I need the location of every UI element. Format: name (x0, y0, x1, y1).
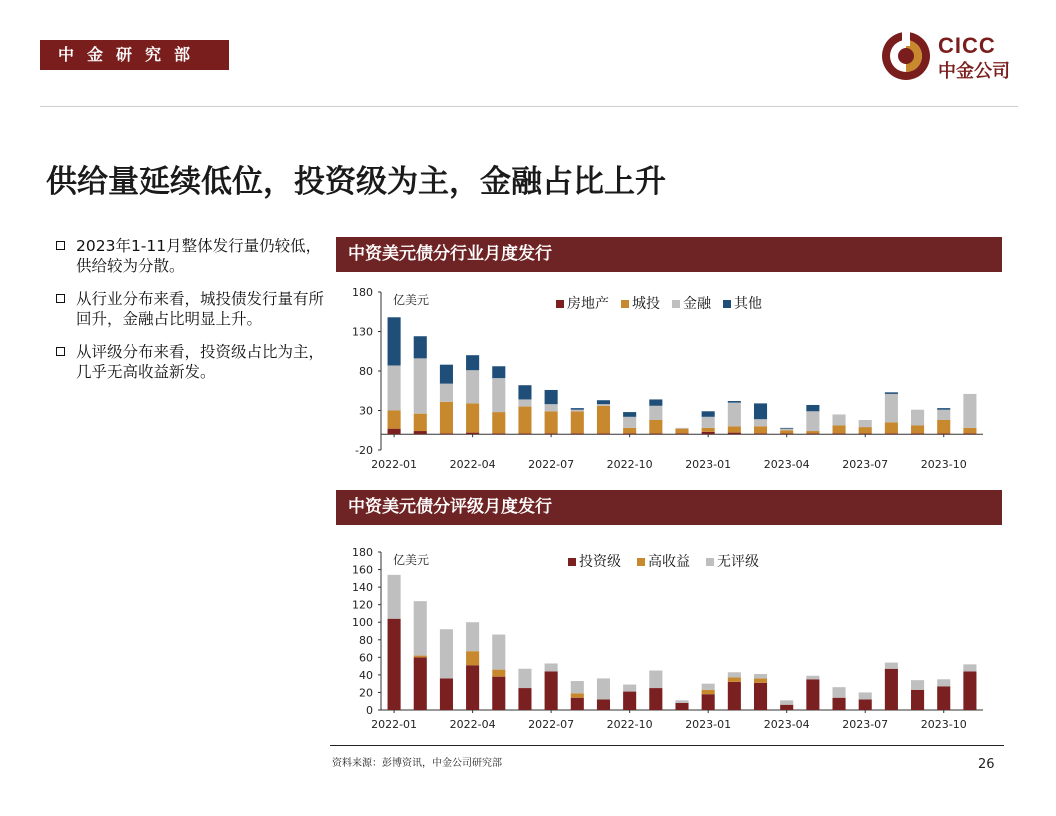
bar-segment (859, 433, 872, 434)
bar-segment (754, 403, 767, 419)
bar-segment (492, 677, 505, 710)
bar-segment (911, 433, 924, 434)
page-number: 26 (978, 757, 995, 772)
bar-segment (414, 431, 427, 434)
x-tick-label: 2023-04 (763, 458, 810, 471)
bar-segment (702, 694, 715, 710)
bar-segment (963, 428, 976, 434)
bar-segment (806, 679, 819, 710)
x-tick-label: 2023-07 (842, 718, 889, 731)
bar-segment (780, 705, 793, 710)
x-tick-label: 2022-10 (606, 718, 653, 731)
bar-segment (623, 692, 636, 710)
legend-swatch (637, 558, 645, 566)
bar-segment (885, 392, 898, 394)
bar-segment (414, 656, 427, 658)
legend-label: 其他 (734, 296, 762, 312)
y-axis-unit: 亿美元 (393, 553, 430, 567)
legend-swatch (706, 558, 714, 566)
bar-segment (702, 428, 715, 432)
bar-segment (675, 429, 688, 434)
bullet-text: 2023年1-11月整体发行量仍较低，供给较为分散。 (76, 237, 322, 275)
bar-segment (754, 419, 767, 426)
y-tick-label: 140 (352, 581, 373, 595)
cicc-logo (880, 30, 1030, 82)
bar-segment (885, 422, 898, 433)
bar-segment (597, 433, 610, 434)
bullet-item (56, 342, 332, 382)
bar-segment (571, 411, 584, 433)
bar-segment (492, 366, 505, 378)
bar-segment (937, 433, 950, 434)
x-tick-label: 2022-07 (528, 458, 575, 471)
bar-segment (649, 399, 662, 405)
bar-segment (545, 433, 558, 434)
bar-segment (833, 687, 846, 698)
bar-segment (859, 427, 872, 433)
x-tick-label: 2023-07 (842, 458, 889, 471)
y-tick-label: 0 (366, 704, 373, 717)
industry-chart-title: 中资美元债分行业月度发行 (336, 237, 1002, 272)
bar-segment (571, 433, 584, 434)
y-tick-label: 60 (359, 651, 373, 665)
bar-segment (414, 358, 427, 413)
bar-segment (414, 336, 427, 358)
footer-divider (330, 745, 1004, 746)
bar-segment (518, 407, 531, 434)
bar-segment (388, 429, 401, 435)
bar-segment (518, 399, 531, 406)
x-tick-label: 2023-01 (685, 718, 732, 731)
bar-segment (885, 394, 898, 422)
bar-segment (440, 433, 453, 434)
bar-segment (859, 699, 872, 710)
bar-segment (440, 365, 453, 384)
bar-segment (466, 665, 479, 710)
bar-segment (833, 414, 846, 425)
y-tick-label: -20 (355, 444, 373, 457)
rating-issuance-chart (336, 540, 1002, 740)
bar-segment (937, 408, 950, 410)
legend-label: 无评级 (717, 554, 759, 570)
logo-en: CICC (938, 33, 996, 58)
legend-swatch (621, 300, 629, 308)
bar-segment (597, 404, 610, 406)
bar-segment (545, 663, 558, 671)
bar-segment (414, 601, 427, 655)
x-tick-label: 2022-04 (449, 458, 496, 471)
bullet-item (56, 289, 332, 329)
bar-segment (937, 686, 950, 710)
bar-segment (885, 669, 898, 710)
bar-segment (649, 671, 662, 689)
bar-segment (702, 417, 715, 428)
bar-segment (675, 428, 688, 429)
bar-segment (702, 432, 715, 434)
bar-segment (518, 688, 531, 710)
page-title: 供给量延续低位，投资级为主，金融占比上升 (46, 164, 666, 200)
bar-segment (466, 355, 479, 370)
header-divider (40, 106, 1018, 107)
legend-label: 金融 (683, 296, 711, 312)
bullet-text: 从评级分布来看，投资级占比为主，几乎无高收益新发。 (76, 343, 325, 381)
bullet-list (56, 236, 332, 395)
bar-segment (649, 406, 662, 420)
bar-segment (911, 690, 924, 710)
bar-segment (388, 365, 401, 410)
bar-segment (728, 672, 741, 677)
bar-segment (466, 433, 479, 435)
bar-segment (885, 433, 898, 434)
x-tick-label: 2022-10 (606, 458, 653, 471)
x-tick-label: 2022-01 (371, 718, 418, 731)
bar-segment (492, 412, 505, 433)
rating-chart-title: 中资美元债分评级月度发行 (336, 490, 1002, 525)
x-tick-label: 2023-10 (920, 458, 967, 471)
bar-segment (388, 619, 401, 710)
bar-segment (440, 629, 453, 678)
bar-segment (545, 390, 558, 404)
legend-label: 城投 (632, 296, 660, 312)
bar-segment (571, 408, 584, 410)
legend-swatch (723, 300, 731, 308)
bar-segment (675, 433, 688, 434)
bar-segment (518, 433, 531, 434)
bar-segment (597, 406, 610, 434)
bar-segment (780, 428, 793, 429)
bar-segment (833, 433, 846, 434)
bar-segment (466, 651, 479, 665)
square-bullet-icon (56, 347, 65, 356)
bar-segment (806, 405, 819, 411)
bar-segment (623, 412, 636, 417)
bar-segment (963, 664, 976, 671)
bar-segment (963, 671, 976, 710)
y-tick-label: 40 (359, 668, 373, 682)
bar-segment (597, 678, 610, 699)
bar-segment (911, 410, 924, 426)
bar-segment (649, 688, 662, 710)
bar-segment (571, 410, 584, 412)
y-tick-label: 180 (352, 546, 373, 559)
legend-label: 房地产 (567, 296, 609, 312)
x-tick-label: 2023-01 (685, 458, 732, 471)
bar-segment (440, 384, 453, 402)
bar-segment (728, 433, 741, 435)
bar-segment (885, 663, 898, 669)
bar-segment (728, 403, 741, 427)
bar-segment (545, 404, 558, 411)
bar-segment (623, 417, 636, 428)
bar-segment (728, 401, 741, 403)
y-axis-unit: 亿美元 (393, 293, 430, 307)
bar-segment (806, 431, 819, 433)
bar-segment (963, 433, 976, 434)
bar-segment (702, 411, 715, 417)
legend-label: 投资级 (579, 554, 621, 570)
y-tick-label: 160 (352, 563, 373, 577)
bar-segment (571, 698, 584, 710)
bar-segment (937, 410, 950, 420)
bar-segment (754, 433, 767, 434)
bar-segment (754, 674, 767, 678)
legend-swatch (672, 300, 680, 308)
bar-segment (859, 692, 872, 699)
industry-issuance-chart (336, 280, 1002, 480)
bar-segment (754, 678, 767, 682)
bar-segment (623, 433, 636, 434)
bar-segment (388, 411, 401, 429)
bar-segment (597, 699, 610, 710)
bar-segment (675, 703, 688, 710)
bar-segment (545, 671, 558, 710)
source-note: 资料来源：彭博资讯，中金公司研究部 (332, 758, 502, 769)
legend-label: 高收益 (648, 554, 690, 570)
bar-segment (440, 678, 453, 710)
bar-segment (597, 400, 610, 404)
y-tick-label: 100 (352, 616, 373, 630)
y-tick-label: 180 (352, 286, 373, 299)
y-tick-label: 130 (352, 325, 373, 339)
bar-segment (806, 433, 819, 434)
bar-segment (806, 676, 819, 680)
bar-segment (388, 317, 401, 365)
bar-segment (623, 685, 636, 692)
bar-segment (754, 683, 767, 710)
bar-segment (388, 575, 401, 619)
square-bullet-icon (56, 241, 65, 250)
bar-segment (649, 433, 662, 434)
cicc-logo-icon (880, 30, 932, 82)
x-tick-label: 2022-07 (528, 718, 575, 731)
bar-segment (492, 433, 505, 434)
bar-segment (545, 411, 558, 433)
square-bullet-icon (56, 294, 65, 303)
bar-segment (414, 414, 427, 431)
bar-segment (780, 430, 793, 433)
bar-segment (649, 420, 662, 433)
bar-segment (702, 684, 715, 690)
bar-segment (728, 426, 741, 432)
y-tick-label: 20 (359, 686, 373, 700)
logo-cn: 中金公司 (938, 61, 1010, 82)
bar-segment (728, 682, 741, 710)
bar-segment (440, 402, 453, 434)
bar-segment (702, 690, 715, 694)
bar-segment (754, 426, 767, 433)
bullet-text: 从行业分布来看，城投债发行量有所回升，金融占比明显上升。 (76, 290, 325, 328)
bar-segment (492, 635, 505, 670)
bar-segment (728, 678, 741, 682)
bar-segment (911, 680, 924, 690)
x-tick-label: 2022-04 (449, 718, 496, 731)
legend-swatch (556, 300, 564, 308)
bar-segment (518, 385, 531, 399)
bar-segment (963, 394, 976, 428)
bar-segment (806, 411, 819, 431)
bar-segment (414, 657, 427, 710)
x-tick-label: 2023-10 (920, 718, 967, 731)
bar-segment (466, 403, 479, 432)
y-tick-label: 80 (359, 633, 373, 647)
legend-swatch (568, 558, 576, 566)
bullet-item (56, 236, 332, 276)
x-tick-label: 2023-04 (763, 718, 810, 731)
bar-segment (466, 622, 479, 651)
bar-segment (623, 428, 636, 434)
bar-segment (571, 681, 584, 693)
bar-segment (466, 370, 479, 403)
y-tick-label: 120 (352, 598, 373, 612)
bar-segment (859, 420, 872, 427)
department-tag: 中金研究部 (40, 40, 229, 70)
bar-segment (780, 700, 793, 704)
bar-segment (571, 693, 584, 697)
y-tick-label: 30 (359, 404, 373, 418)
bar-segment (675, 700, 688, 703)
bar-segment (833, 426, 846, 434)
bar-segment (780, 433, 793, 434)
bar-segment (937, 420, 950, 433)
bar-segment (518, 669, 531, 688)
bar-segment (937, 679, 950, 686)
x-tick-label: 2022-01 (371, 458, 418, 471)
y-tick-label: 80 (359, 365, 373, 378)
bar-segment (911, 426, 924, 434)
bar-segment (492, 378, 505, 412)
bar-segment (492, 670, 505, 677)
bar-segment (780, 429, 793, 431)
bar-segment (833, 698, 846, 710)
